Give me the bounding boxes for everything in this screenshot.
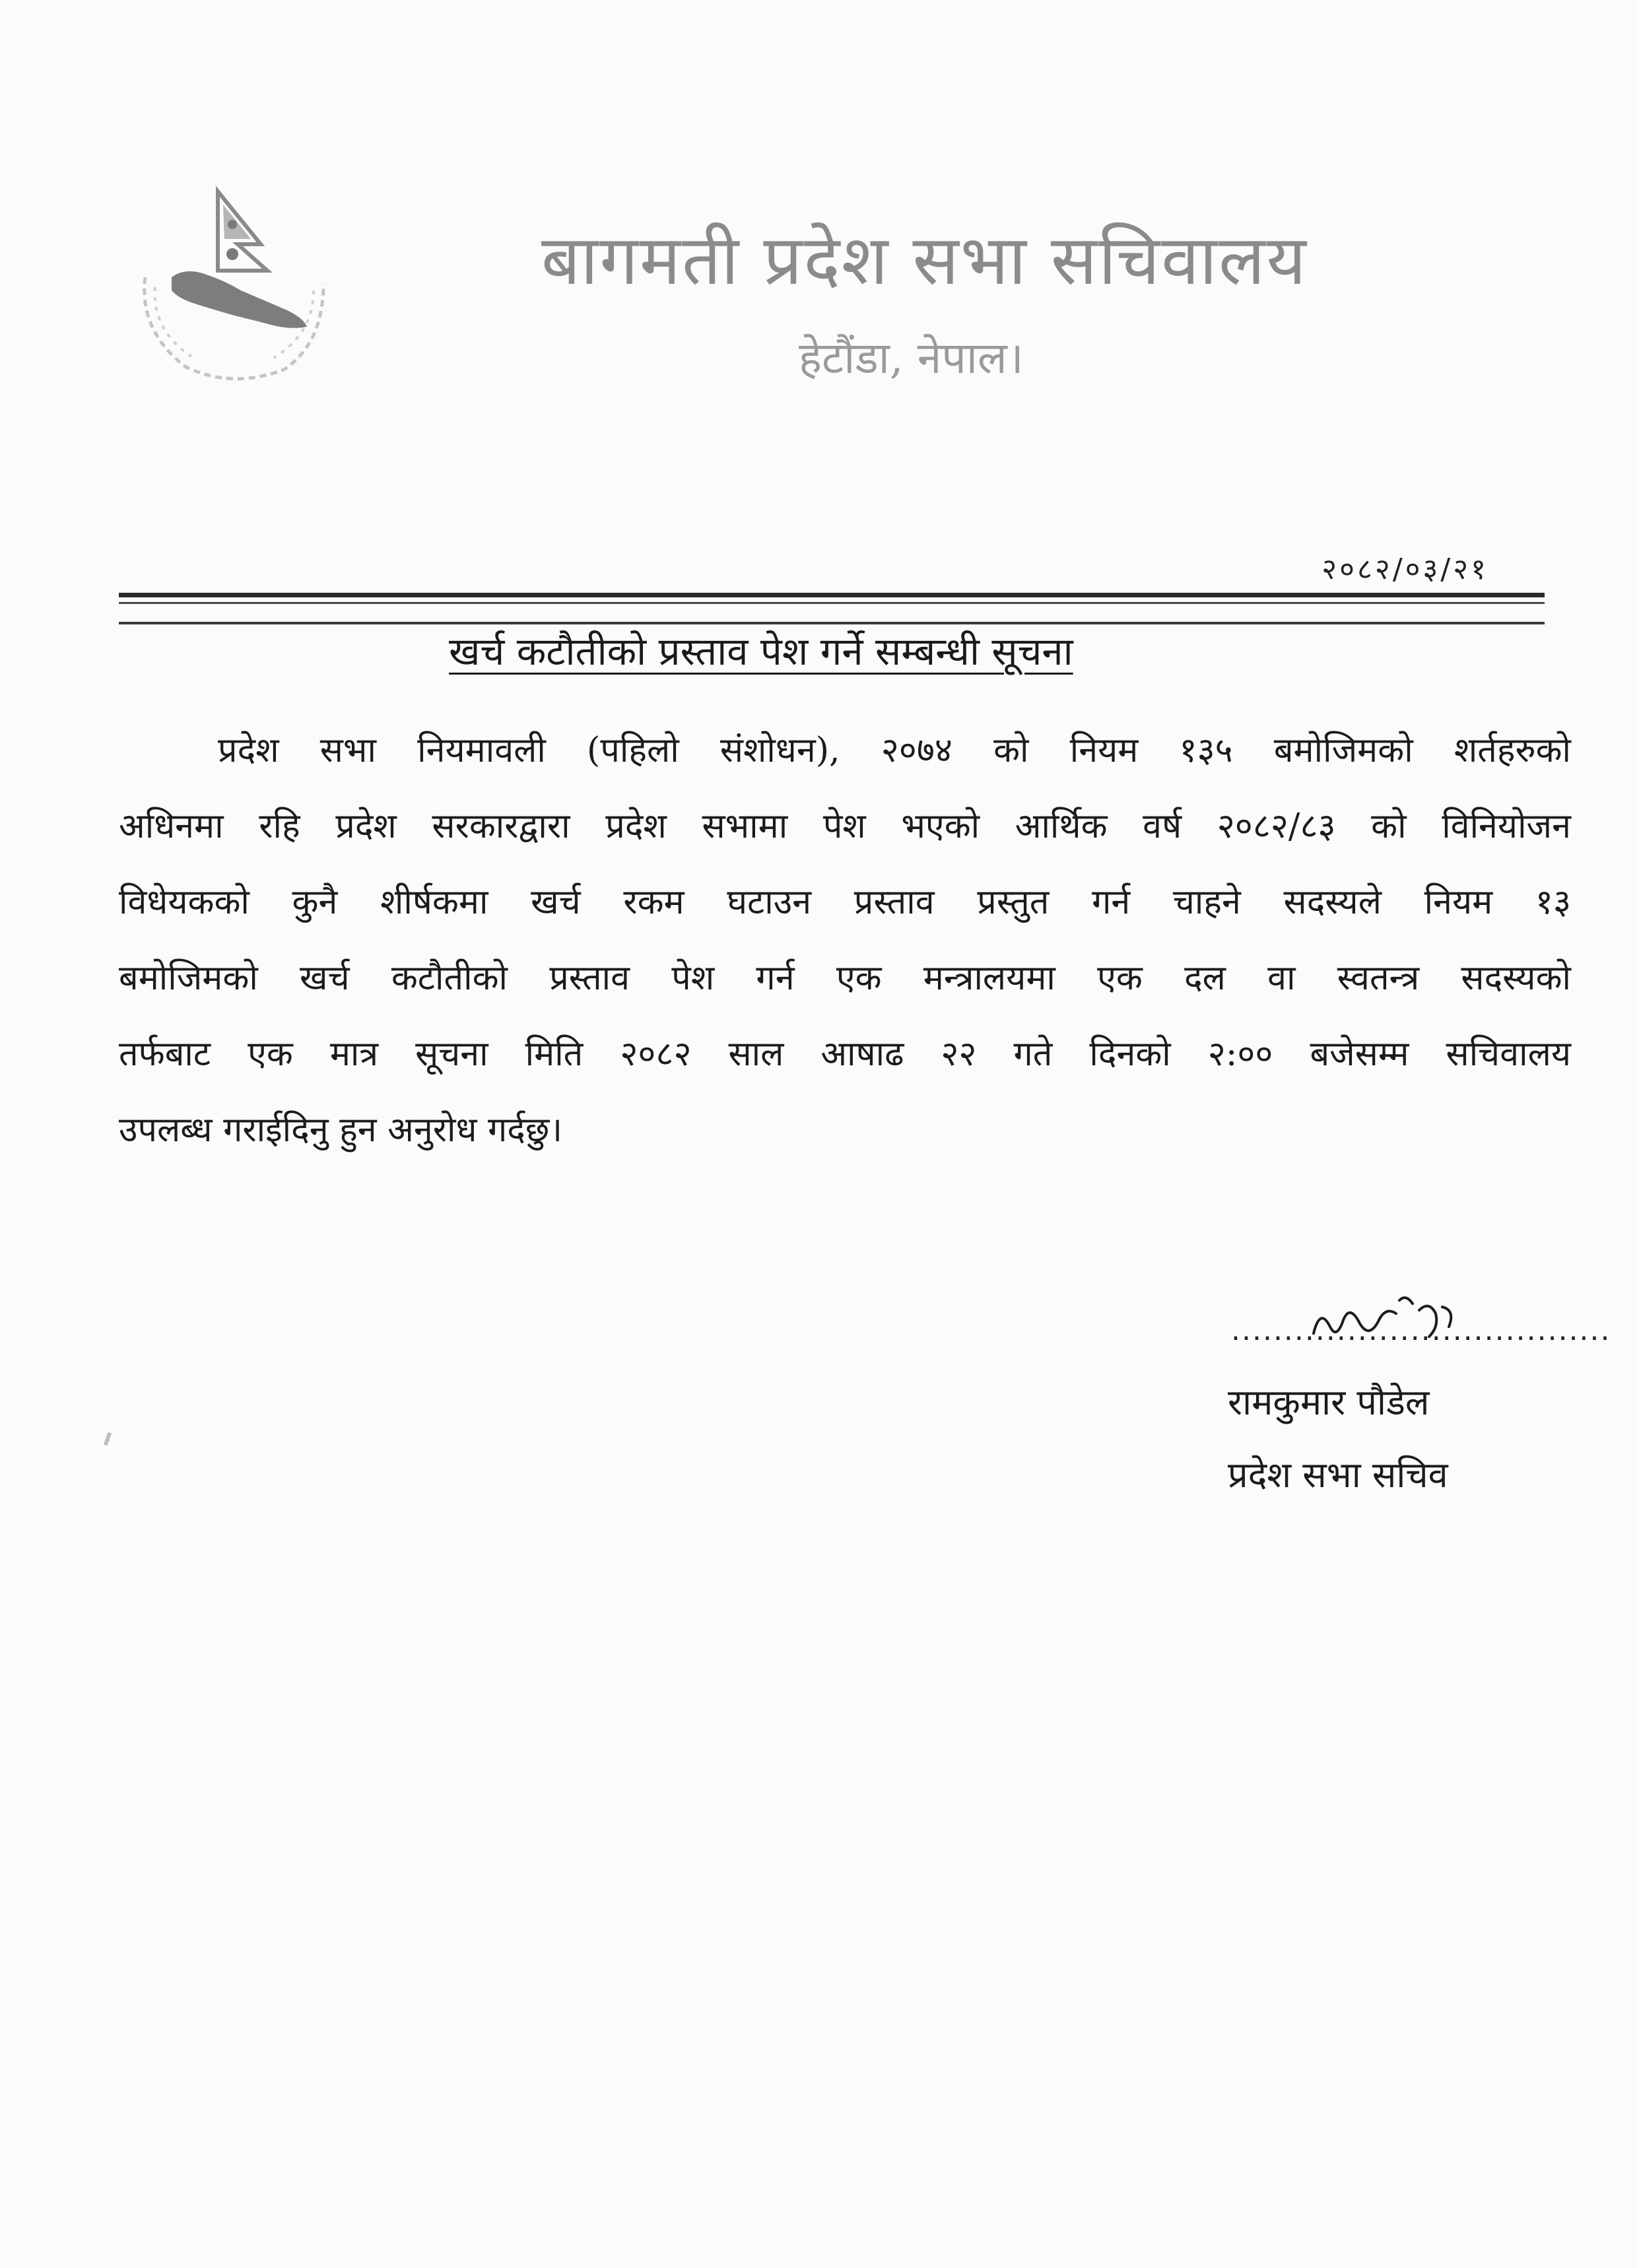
letterhead-title: बागमती प्रदेश सभा सचिवालय bbox=[541, 220, 1308, 300]
nepal-emblem-icon bbox=[125, 178, 343, 389]
header-rule-thick bbox=[119, 593, 1545, 597]
signature-line: .................................... bbox=[1231, 1314, 1611, 1347]
notice-subject: खर्च कटौतीको प्रस्ताव पेश गर्ने सम्बन्धी सूचना bbox=[449, 629, 1073, 674]
notice-body bbox=[119, 713, 1571, 1168]
body-line: विधेयकको कुनै शीर्षकमा खर्च रकम घटाउन प्रस्ताव प्रस्तुत गर्न चाहने सदस्यले नियम १३ bbox=[119, 883, 1571, 922]
body-line: उपलब्ध गराईदिनु हुन अनुरोध गर्दछु। bbox=[119, 1110, 563, 1150]
signatory-name: रामकुमार पौडेल bbox=[1228, 1382, 1430, 1423]
body-line: अधिनमा रहि प्रदेश सरकारद्वारा प्रदेश सभामा पेश भएको आर्थिक वर्ष २०८२/८३ को विनियोजन bbox=[119, 807, 1571, 846]
body-line: प्रदेश सभा नियमावली (पहिलो संशोधन), २०७४ को नियम १३५ बमोजिमको शर्तहरुको bbox=[218, 731, 1571, 770]
header-rule-thin bbox=[119, 602, 1545, 604]
notice-date: २०८२/०३/२१ bbox=[1321, 552, 1488, 586]
stray-scan-mark bbox=[104, 1432, 112, 1446]
signatory-title: प्रदेश सभा सचिव bbox=[1228, 1454, 1448, 1496]
body-line: तर्फबाट एक मात्र सूचना मिति २०८२ साल आषाढ २२ गते दिनको २:०० बजेसम्म सचिवालय bbox=[119, 1034, 1571, 1074]
body-line: बमोजिमको खर्च कटौतीको प्रस्ताव पेश गर्न एक मन्त्रालयमा एक दल वा स्वतन्त्र सदस्यको bbox=[119, 958, 1571, 998]
letterhead-subtitle: हेटौंडा, नेपाल। bbox=[799, 333, 1024, 384]
